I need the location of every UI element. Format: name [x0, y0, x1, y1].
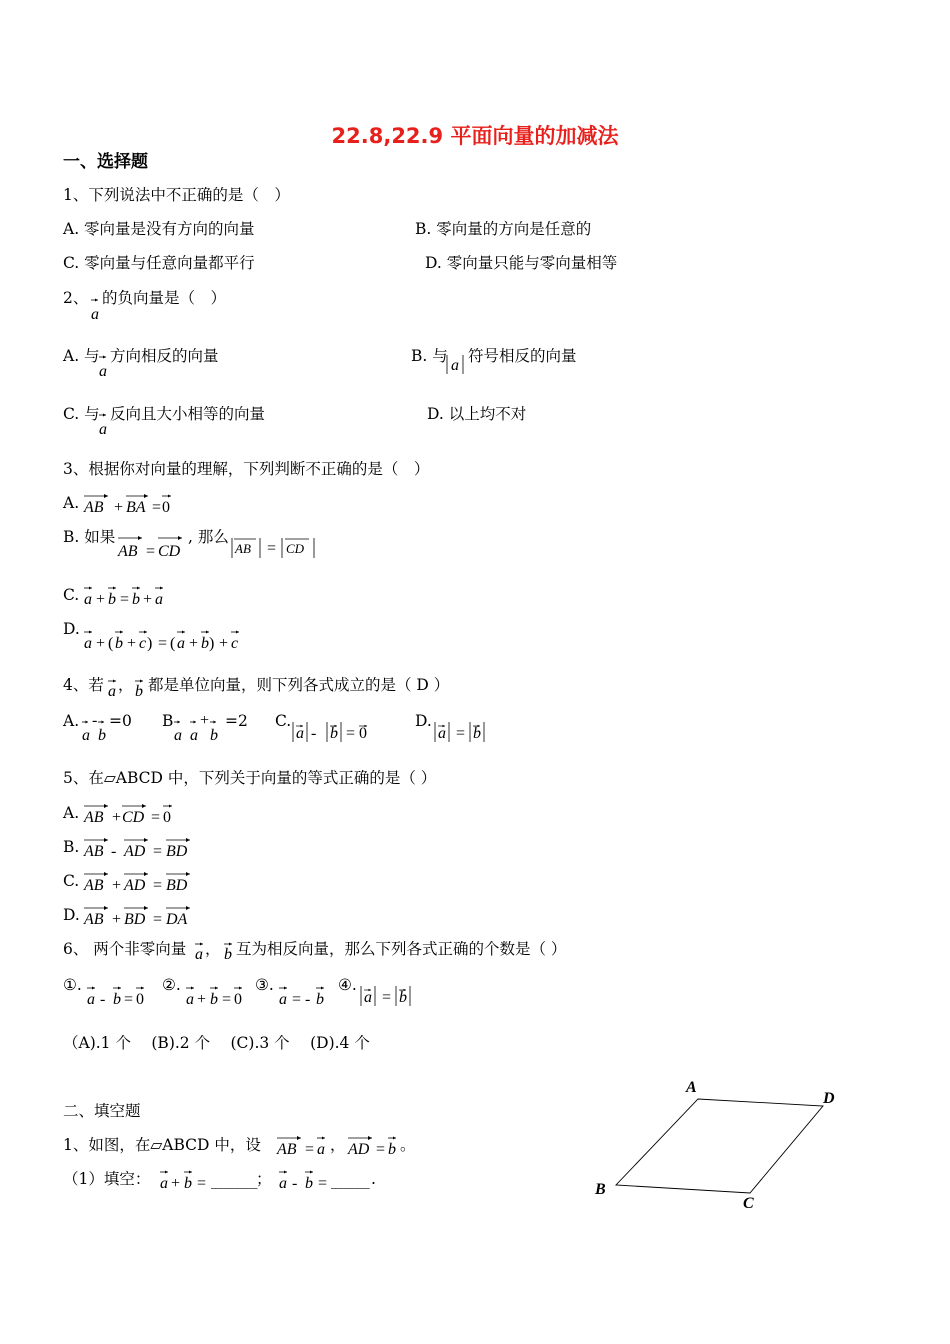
q4-option-a-formula — [80, 716, 112, 744]
svg-text:): ) — [147, 635, 153, 652]
svg-text:+: + — [200, 716, 210, 729]
svg-text:AB: AB — [235, 541, 251, 556]
svg-text:b: b — [399, 989, 407, 1006]
q6-stem-pre: 6、 两个非零向量 — [63, 940, 187, 958]
svg-text:a: a — [438, 725, 446, 742]
svg-text:a: a — [186, 991, 194, 1008]
svg-text:b: b — [201, 635, 209, 652]
svg-text:a: a — [317, 1141, 325, 1158]
svg-text:=: = — [153, 843, 163, 860]
svg-text:a: a — [84, 591, 92, 608]
svg-text:CD: CD — [286, 541, 305, 556]
svg-text:CD: CD — [122, 809, 145, 826]
q6-option-2-label: ②. — [162, 976, 181, 994]
q5-option-d-formula — [82, 904, 202, 930]
svg-text:=: = — [153, 877, 163, 894]
q3-option-b-premise — [116, 534, 190, 562]
q5-option-b-formula — [82, 836, 202, 862]
svg-text:b: b — [316, 991, 324, 1008]
q4-stem-vector-b — [132, 677, 146, 701]
svg-text:=: = — [382, 989, 392, 1006]
q6-choices: （A).1 个 (B).2 个 (C).3 个 (D).4 个 — [63, 1034, 370, 1052]
q4-option-a-label: A. — [63, 712, 80, 730]
svg-text:=: = — [146, 543, 156, 560]
q3-option-d-label: D. — [63, 620, 80, 638]
svg-text:=: = — [318, 1175, 328, 1192]
svg-text:b: b — [135, 683, 143, 700]
fill1-part1-sum — [157, 1168, 217, 1194]
svg-text:AD: AD — [124, 877, 146, 894]
q6-option-3-formula — [276, 984, 336, 1010]
q1-option-b: B. 零向量的方向是任意的 — [415, 220, 592, 238]
svg-text:0: 0 — [234, 991, 242, 1008]
q4-option-c-label: C. — [275, 712, 292, 730]
svg-text:CD: CD — [158, 543, 181, 560]
svg-text:a: a — [84, 635, 92, 652]
q5-option-a-formula — [82, 802, 182, 828]
svg-text:0: 0 — [163, 809, 171, 826]
svg-text:+: + — [189, 635, 199, 652]
svg-text:-: - — [311, 725, 317, 742]
q3-option-d-formula — [82, 628, 252, 654]
q3-option-b-label: B. 如果 — [63, 528, 116, 546]
q4-stem-vector-a — [105, 677, 119, 701]
q4-option-b-eq: =2 — [225, 712, 248, 730]
svg-text:AB: AB — [118, 543, 138, 560]
svg-text:-: - — [292, 1175, 298, 1192]
svg-text:AB: AB — [84, 809, 104, 826]
svg-text:b: b — [115, 635, 123, 652]
q6-option-4-label: ④. — [338, 976, 357, 994]
section-choice-heading: 一、选择题 — [63, 152, 148, 172]
svg-text:b: b — [108, 591, 116, 608]
svg-text:+: + — [114, 499, 124, 516]
svg-text:b: b — [305, 1175, 313, 1192]
svg-text:(: ( — [108, 635, 114, 652]
q6-stem-vector-b — [221, 940, 235, 964]
fill1-stem-mid: ， — [330, 1136, 346, 1154]
svg-text:AB: AB — [84, 877, 104, 894]
svg-text:=: = — [151, 809, 161, 826]
svg-text:+: + — [171, 1175, 181, 1192]
svg-text:DA: DA — [166, 911, 188, 928]
svg-text:=: = — [305, 1141, 315, 1158]
svg-text:a: a — [87, 991, 95, 1008]
q5-option-b-label: B. — [63, 838, 80, 856]
q4-option-c-formula — [290, 720, 380, 746]
q2-option-c-vector — [96, 413, 110, 437]
fill1-stem-post: 。 — [400, 1136, 416, 1154]
svg-text:a: a — [279, 1175, 287, 1192]
svg-text:+: + — [143, 591, 153, 608]
section-fill-heading: 二、填空题 — [63, 1102, 141, 1120]
q2-option-c-pre: C. 与 — [63, 405, 100, 423]
svg-text:=: = — [292, 991, 302, 1008]
svg-text:=: = — [222, 991, 232, 1008]
q4-option-d-formula — [432, 720, 492, 746]
svg-text:c: c — [139, 635, 147, 652]
svg-text:BA: BA — [126, 499, 146, 516]
svg-text:): ) — [209, 635, 215, 652]
svg-text:a: a — [99, 421, 107, 437]
svg-text:BD: BD — [166, 843, 188, 860]
svg-text:a: a — [190, 727, 198, 744]
svg-text:+: + — [127, 635, 137, 652]
vertex-d-label: D — [823, 1090, 835, 1107]
q2-option-a-pre: A. 与 — [63, 347, 100, 365]
parallelogram-shape — [616, 1099, 823, 1193]
q4-option-b-label: B — [162, 712, 174, 730]
q4-option-d-label: D. — [415, 712, 432, 730]
q6-stem-vector-a — [192, 940, 206, 964]
q2-option-b-post: 符号相反的向量 — [468, 347, 577, 365]
q1-option-a: A. 零向量是没有方向的向量 — [63, 220, 255, 238]
svg-text:=: = — [197, 1175, 207, 1192]
vertex-c-label: C — [743, 1195, 754, 1212]
q3-option-a-label: A. — [63, 494, 80, 512]
svg-text:+: + — [197, 991, 207, 1008]
svg-text:+: + — [96, 591, 106, 608]
fill1-part1-diff — [276, 1168, 336, 1194]
q2-stem-number: 2、 — [63, 289, 89, 307]
svg-text:b: b — [132, 591, 140, 608]
svg-text:b: b — [330, 725, 338, 742]
vertex-b-label: B — [595, 1181, 606, 1198]
svg-text:=: = — [267, 540, 277, 557]
svg-text:a: a — [364, 989, 372, 1006]
fill1-end: . — [371, 1170, 376, 1188]
svg-text:+: + — [96, 635, 106, 652]
svg-text:-: - — [305, 991, 311, 1008]
svg-text:a: a — [296, 725, 304, 742]
svg-text:a: a — [195, 946, 203, 963]
svg-text:+: + — [112, 911, 122, 928]
svg-text:=: = — [124, 991, 134, 1008]
svg-text:a: a — [174, 727, 182, 744]
svg-text:c: c — [231, 635, 239, 652]
q2-option-b-pre: B. 与 — [411, 347, 448, 365]
fill1-separator: ； — [256, 1170, 272, 1188]
svg-text:b: b — [473, 725, 481, 742]
q6-option-3-label: ③. — [255, 976, 274, 994]
q3-option-c-formula — [82, 584, 172, 610]
svg-text:b: b — [224, 946, 232, 963]
svg-text:AB: AB — [84, 911, 104, 928]
q5-stem: 5、在▱ABCD 中，下列关于向量的等式正确的是（ ） — [63, 769, 437, 787]
q1-option-c: C. 零向量与任意向量都平行 — [63, 254, 255, 272]
svg-text:AD: AD — [124, 843, 146, 860]
q4-option-a-eq: =0 — [109, 712, 132, 730]
svg-text:-: - — [111, 843, 117, 860]
q3-option-b-conclusion — [230, 536, 320, 560]
svg-text:b: b — [98, 727, 106, 744]
q2-vector-a — [88, 298, 102, 322]
svg-text:=: = — [346, 725, 356, 742]
svg-text:b: b — [210, 991, 218, 1008]
svg-text:0: 0 — [359, 725, 367, 742]
svg-text:+: + — [219, 635, 229, 652]
fill1-stem-pre: 1、如图，在▱ABCD 中，设 — [63, 1136, 261, 1154]
q2-option-d: D. 以上均不对 — [427, 405, 527, 423]
q4-stem-post: 都是单位向量，则下列各式成立的是（ D ） — [148, 676, 450, 694]
q3-option-c-label: C. — [63, 586, 80, 604]
q2-stem-text: 的负向量是（ ） — [102, 289, 227, 307]
q2-option-a-vector — [96, 355, 110, 379]
q1-option-d: D. 零向量只能与零向量相等 — [425, 254, 618, 272]
q3-stem: 3、根据你对向量的理解，下列判断不正确的是（ ） — [63, 460, 430, 478]
q6-stem-post: 互为相反向量，那么下列各式正确的个数是（ ） — [236, 940, 567, 958]
svg-text:AB: AB — [84, 499, 104, 516]
svg-text:a: a — [82, 727, 90, 744]
svg-text:a: a — [91, 306, 99, 322]
svg-text:(: ( — [170, 635, 176, 652]
svg-text:-: - — [100, 991, 106, 1008]
q5-option-a-label: A. — [63, 804, 80, 822]
q3-option-a-formula — [82, 492, 182, 518]
svg-text:b: b — [113, 991, 121, 1008]
svg-text:=: = — [158, 635, 168, 652]
q6-option-1-formula — [84, 984, 154, 1010]
q6-option-1-label: ①. — [63, 976, 82, 994]
svg-text:b: b — [184, 1175, 192, 1192]
q4-stem-mid: ， — [118, 676, 134, 694]
parallelogram-figure — [590, 1072, 880, 1217]
svg-text:a: a — [451, 357, 459, 374]
svg-text:BD: BD — [124, 911, 146, 928]
svg-text:a: a — [155, 591, 163, 608]
q4-option-b-formula — [172, 716, 228, 744]
q6-option-4-formula — [358, 984, 418, 1010]
svg-text:=: = — [153, 911, 163, 928]
svg-text:+: + — [112, 877, 122, 894]
svg-text:AD: AD — [348, 1141, 370, 1158]
fill1-def-ab — [275, 1134, 335, 1160]
q6-stem-mid: ， — [205, 940, 221, 958]
q3-option-b-mid: , 那么 — [188, 528, 229, 546]
svg-text:a: a — [160, 1175, 168, 1192]
q4-stem-pre: 4、若 — [63, 676, 104, 694]
q2-option-a-post: 方向相反的向量 — [110, 347, 219, 365]
fill1-part1-label: （1）填空： — [63, 1170, 151, 1188]
q5-option-c-formula — [82, 870, 202, 896]
svg-text:=: = — [456, 725, 466, 742]
svg-text:a: a — [279, 991, 287, 1008]
svg-text:0: 0 — [136, 991, 144, 1008]
q1-stem: 1、下列说法中不正确的是（ ） — [63, 186, 290, 204]
fill1-blank-1[interactable]: ______ — [211, 1171, 258, 1189]
q2-option-b-abs-a — [444, 352, 468, 376]
svg-text:AB: AB — [277, 1141, 297, 1158]
q5-option-d-label: D. — [63, 906, 80, 924]
svg-text:b: b — [388, 1141, 396, 1158]
svg-text:0: 0 — [162, 499, 170, 516]
svg-text:=: = — [376, 1141, 386, 1158]
svg-text:+: + — [112, 809, 122, 826]
svg-text:=: = — [152, 499, 162, 516]
svg-text:BD: BD — [166, 877, 188, 894]
svg-text:b: b — [210, 727, 218, 744]
svg-text:=: = — [120, 591, 130, 608]
svg-text:a: a — [177, 635, 185, 652]
svg-text:AB: AB — [84, 843, 104, 860]
fill1-def-ad — [346, 1134, 406, 1160]
q5-option-c-label: C. — [63, 872, 80, 890]
fill1-blank-2[interactable]: _____ — [331, 1171, 370, 1189]
q6-option-2-formula — [183, 984, 253, 1010]
svg-text:-: - — [92, 716, 98, 729]
svg-text:a: a — [108, 683, 116, 700]
q2-option-c-post: 反向且大小相等的向量 — [110, 405, 266, 423]
vertex-a-label: A — [686, 1079, 697, 1096]
page-title: 22.8,22.9 平面向量的加减法 — [331, 124, 619, 148]
svg-text:a: a — [99, 363, 107, 379]
